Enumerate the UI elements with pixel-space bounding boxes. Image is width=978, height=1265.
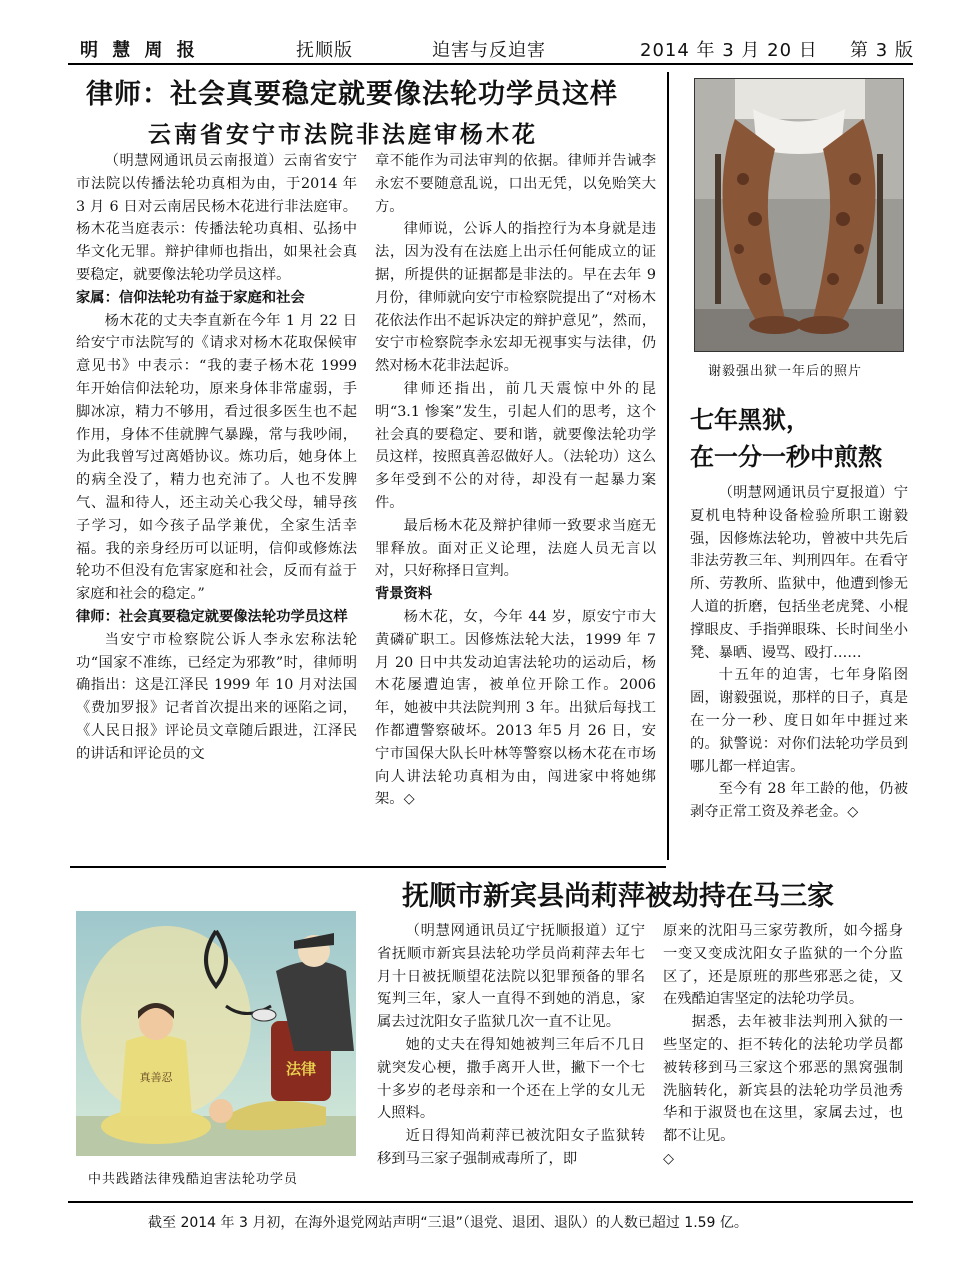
paragraph: （明慧网通讯员宁夏报道）宁夏机电特种设备检验所职工谢毅强，因修炼法轮功，曾被中共先后非法劳教三年、判刑四年。在看守所、劳教所、监狱中，他遭到惨无人道的折磨，包括坐老虎凳、小棍撑眼皮、手指弹眼珠、长时间坐小凳、暴晒、谩骂、殴打…… xyxy=(690,485,908,661)
article2-title-line2: 在一分一秒中煎熬 xyxy=(690,443,882,471)
persecution-illustration xyxy=(76,911,356,1156)
paragraph: 杨木花，女，今年 44 岁，原安宁市大黄磷矿职工。因修炼法轮大法，1999 年 7 月 20 日中共发动迫害法轮功的运动后，杨木花屡遭迫害，被单位开除工作。2006 年，她被中共法院判刑 3 年。出狱后每找工作都遭警察破坏。2013 年5 月 26 日，安宁市国保大队长叶林等警察以杨木花在市场向人讲法轮功真相为由，闯进家中将她绑架。◇ xyxy=(375,608,656,808)
paragraph: 原来的沈阳马三家劳教所，如今摇身一变又变成沈阳女子监狱的一个分监区了，还是原班的那些邪恶之徒，又在残酷迫害坚定的法轮功学员。 xyxy=(663,923,903,1008)
article3-column-1 xyxy=(377,920,645,1171)
shirt-text: 真善忍 xyxy=(139,1071,173,1084)
paragraph: 杨木花的丈夫李直新在今年 1 月 22 日给安宁市法院写的《请求对杨木花取保候审意见书》中表示：“我的妻子杨木花 1999 年开始信仰法轮功，原来身体非常虚弱，手脚冰凉，精力不够用，看过很多医生也不起作用，身体不佳就脾气暴躁，常与我吵闹，为此我曾写过离婚协议。炼功后，她身体上的病全没了，精力也充沛了。人也不发脾气、温和待人，还主动关心我父母，辅导孩子学习，如今孩子品学兼优，全家生活幸福。我的亲身经历可以证明，信仰或修炼法轮功不但没有危害家庭和社会，反而有益于家庭和社会的稳定。” xyxy=(76,312,357,603)
article2-body xyxy=(690,482,908,824)
article3-column-2 xyxy=(663,920,903,1171)
subheading: 律师：社会真要稳定就要像法轮功学员这样 xyxy=(76,608,348,625)
edition-label: 抚顺版 xyxy=(296,40,353,61)
legs-photo-drawing xyxy=(695,79,903,351)
header-rule xyxy=(68,63,913,65)
paragraph: 至今有 28 年工龄的他，仍被剥夺正常工资及养老金。◇ xyxy=(690,781,908,821)
prisoner-photo xyxy=(694,78,904,352)
paragraph: 十五年的迫害，七年身陷囹圄，谢毅强说，那样的日子，真是在一分一秒、度日如年中捱过来的。狱警说：对你们法轮功学员到哪儿都一样迫害。 xyxy=(690,667,908,775)
section-divider-rule xyxy=(70,866,666,868)
subheading: 家属：信仰法轮功有益于家庭和社会 xyxy=(76,289,305,306)
footer-rule xyxy=(68,1201,913,1203)
article1-title: 律师：社会真要稳定就要像法轮功学员这样 xyxy=(86,79,618,110)
article1-vertical-rule xyxy=(667,72,669,860)
paragraph: 据悉，去年被非法判刑入狱的一些坚定的、拒不转化的法轮功学员都被转移到马三家这个邪恶的黑窝强制洗脑转化，新宾县的法轮功学员池秀华和于淑贤也在这里，家属去过，也都不让见。 xyxy=(663,1014,903,1145)
footer-notice: 截至 2014 年 3 月初，在海外退党网站声明“三退”（退党、退团、退队）的人数已超过 1.59 亿。 xyxy=(148,1215,748,1231)
article1-column-2 xyxy=(375,150,656,811)
article3-title: 抚顺市新宾县尚莉萍被劫持在马三家 xyxy=(402,881,834,912)
masthead-name: 明 慧 周 报 xyxy=(80,40,199,61)
page-number: 第 3 版 xyxy=(850,40,914,61)
illustration-drawing xyxy=(76,911,356,1156)
section-label: 迫害与反迫害 xyxy=(432,40,546,61)
paragraph: （明慧网通讯员辽宁抚顺报道）辽宁省抚顺市新宾县法轮功学员尚莉萍去年七月十日被抚顺望花法院以犯罪预备的罪名冤判三年，家人一直得不到她的消息，家属去过沈阳女子监狱几次一直不让见。 xyxy=(377,923,645,1031)
paragraph: 律师说，公诉人的指控行为本身就是违法，因为没有在法庭上出示任何能成立的证据，所提供的证据都是非法的。早在去年 9 月份，律师就向安宁市检察院提出了“对杨木花依法作出不起诉决定的辩护意见”，然而，安宁市检察院李永宏却无视事实与法律，仍然对杨木花非法起诉。 xyxy=(375,221,656,375)
paragraph: 近日得知尚莉萍已被沈阳女子监狱转移到马三家子强制戒毒所了，即 xyxy=(377,1128,645,1167)
paragraph: （明慧网通讯员云南报道）云南省安宁市法院以传播法轮功真相为由，于2014 年 3 月 6 日对云南居民杨木花进行非法庭审。杨木花当庭表示：传播法轮功真相、弘扬中华文化无罪。辩护律师也指出，如果社会真要稳定，就要像法轮功学员这样。 xyxy=(76,153,357,283)
article1-column-1 xyxy=(76,150,357,766)
subheading: 背景资料 xyxy=(375,586,433,603)
paragraph: 当安宁市检察院公诉人李永宏称法轮功“国家不准练，已经定为邪教”时，律师明确指出：这是江泽民 1999 年 10 月对法国《费加罗报》记者首次提出来的诬陷之词，《人民日报》评论员文章随后跟进，江泽民的讲话和评论员的文 xyxy=(76,631,357,762)
paragraph: 章不能作为司法审判的依据。律师并告诫李永宏不要随意乱说，口出无凭，以免贻笑大方。 xyxy=(375,153,656,215)
paragraph: ◇ xyxy=(663,1150,674,1167)
issue-date: 2014 年 3 月 20 日 xyxy=(640,40,818,61)
illustration-caption: 中共践踏法律残酷迫害法轮功学员 xyxy=(88,1172,299,1187)
barrel-text: 法律 xyxy=(285,1060,317,1078)
article1-subtitle: 云南省安宁市法院非法庭审杨木花 xyxy=(148,121,538,148)
paragraph: 律师还指出，前几天震惊中外的昆明“3.1 惨案”发生，引起人们的思考，这个社会真的要稳定、要和谐，就要像法轮功学员这样，按照真善忍做好人。（法轮功）这么多年受到不公的对待，却没有一起暴力案件。 xyxy=(375,380,656,511)
paragraph: 她的丈夫在得知她被判三年后不几日就突发心梗，撒手离开人世，撇下一个七十多岁的老母亲和一个还在上学的女儿无人照料。 xyxy=(377,1036,645,1122)
article2-title-line1: 七年黑狱， xyxy=(690,406,810,434)
photo-caption: 谢毅强出狱一年后的照片 xyxy=(708,364,863,379)
paragraph: 最后杨木花及辩护律师一致要求当庭无罪释放。面对正义论理，法庭人员无言以对，只好称择日宣判。 xyxy=(375,517,656,580)
